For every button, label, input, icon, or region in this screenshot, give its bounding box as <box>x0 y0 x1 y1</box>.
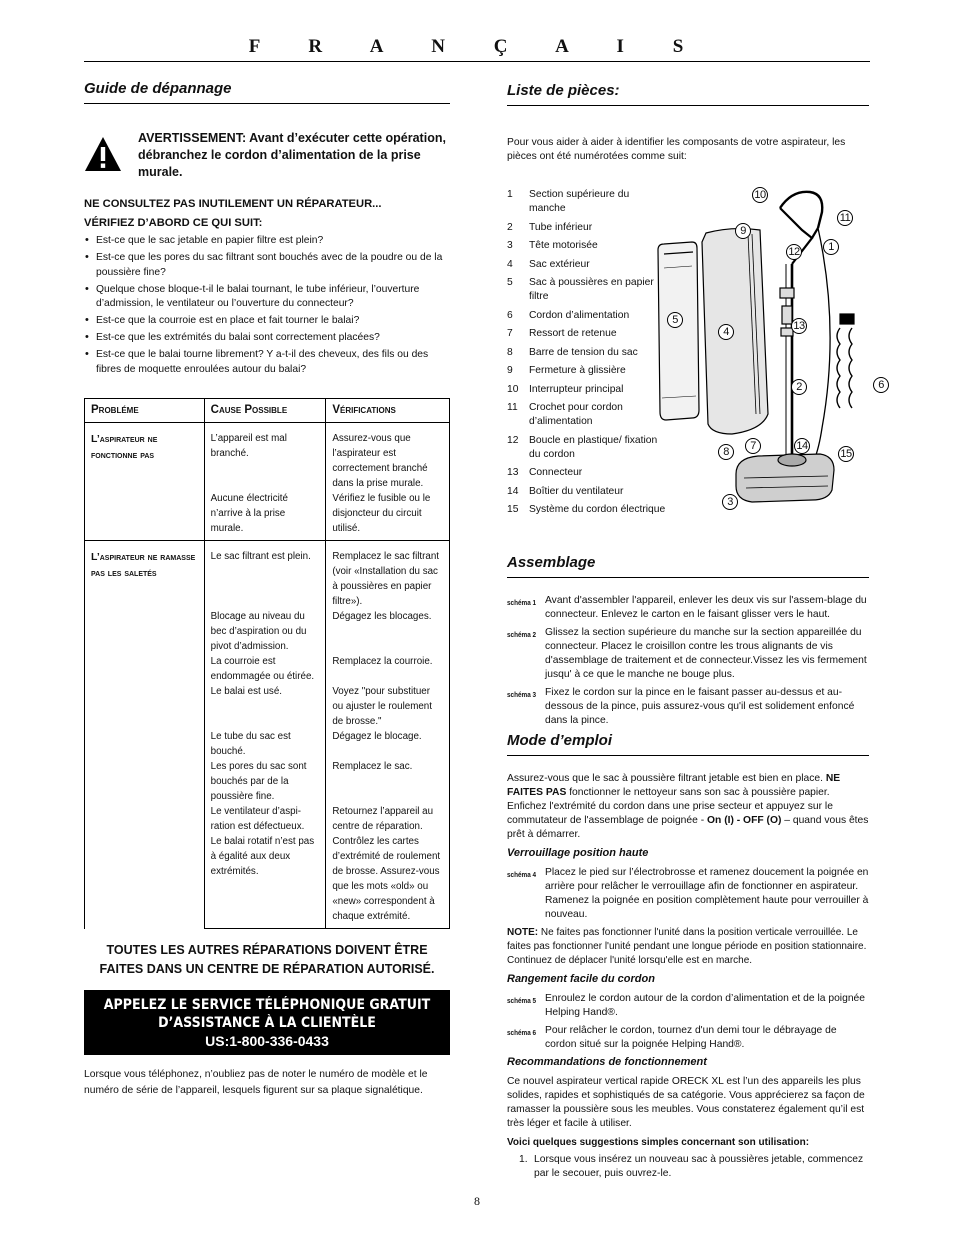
table-row <box>85 423 450 492</box>
callout-2: 2 <box>791 379 807 395</box>
cause-cell: Le balai rotatif n’est pas à égalité aux deux extrémités. <box>204 834 326 929</box>
cause-cell: Le balai est usé. <box>204 684 326 729</box>
callout-14: 14 <box>794 438 810 454</box>
all-repairs-notice: TOUTES LES AUTRES RÉPARATIONS DOIVENT ÊTRE FAITES DANS UN CENTRE DE RÉPARATION AUTORISÉ. <box>99 943 435 976</box>
warning-block <box>84 130 450 181</box>
recommendations-title: Recommandations de fonctionnement <box>507 1056 707 1068</box>
callout-1: 1 <box>823 239 839 255</box>
recommendations-text: Ce nouvel aspirateur vertical rapide ORECK XL est l’un des appareils les plus solides, rapides et sophistiqués de sa catégorie. Vous apprécierez sa façon de ramasser la poussière sous les meubles. Vous constaterez également qu’il est très léger et facile à utiliser. <box>507 1076 865 1129</box>
list-item: • Est-ce que les pores du sac filtrant sont bouchés avec de la poudre ou de la poussière fine? <box>84 251 450 280</box>
fix-cell: Remplacez le sac filtrant (voir «Installation du sac à poussières en papier filtre»). <box>326 541 450 610</box>
list-item: 8 Barre de tension du sac <box>507 346 638 358</box>
vacuum-parts-diagram <box>652 178 874 518</box>
warning-triangle-icon <box>84 136 122 172</box>
parts-title: Liste de pièces: <box>507 80 869 106</box>
page-header <box>84 36 870 62</box>
troubleshooting-title: Guide de dépannage <box>84 80 450 104</box>
table-header-row <box>85 399 450 423</box>
list-item: 11 Crochet pour cordon d’alimentation <box>507 402 623 427</box>
list-item: 9 Fermeture à glissière <box>507 365 626 376</box>
call-line-1: APPELEZ LE SERVICE TÉLÉPHONIQUE GRATUIT <box>103 997 431 1013</box>
fix-cell: Assurez-vous que l’aspirateur est correctement branché dans la prise murale. <box>326 423 450 492</box>
consult-line-2: VÉRIFIEZ D’ABORD CE QUI SUIT: <box>84 217 263 229</box>
page-number: 8 <box>474 1194 480 1208</box>
cause-cell: L’appareil est mal branché. <box>204 423 326 492</box>
parts-list <box>507 188 667 522</box>
consult-heading <box>84 195 450 233</box>
left-column <box>84 80 450 1099</box>
list-item: • Est-ce que les extrémités du balai sont correctement placées? <box>84 331 450 346</box>
header-checks: Vérifications <box>326 399 450 423</box>
right-column <box>507 80 884 1181</box>
language-title: F R A N Ç A I S <box>248 36 706 57</box>
callout-12: 12 <box>786 244 802 260</box>
callout-15: 15 <box>838 446 854 462</box>
consult-line-1: NE CONSULTEZ PAS INUTILEMENT UN RÉPARATEUR... <box>84 198 382 210</box>
usage-paragraph: Assurez-vous que le sac à poussière filtrant jetable est bien en place. NE FAITES PAS fonctionner le nettoyeur sans son sac à poussière papier. Enfichez l'extrémité du cordon dans une prise secteur et appuyez sur le commutateur de l'assemblage de poignée - On (I) - OFF (O) – quand vous êtes prêt à démarrer. <box>507 773 869 840</box>
callout-3: 3 <box>722 494 738 510</box>
list-item: • Quelque chose bloque-t-il le balai tournant, le tube inférieur, l’ouverture d’admission, le ventilateur ou l’ouverture du connecteur? <box>84 283 450 312</box>
list-item: 7 Ressort de retenue <box>507 328 617 339</box>
assembly-title: Assemblage <box>507 554 869 578</box>
callout-6: 6 <box>873 377 889 393</box>
cord-title: Rangement facile du cordon <box>507 973 655 985</box>
callout-13: 13 <box>791 318 807 334</box>
lock-title: Verrouillage position haute <box>507 847 649 859</box>
fix-cell: Voyez "pour substituer ou ajuster le roulement de brosse." <box>326 684 450 729</box>
callout-4: 4 <box>718 324 734 340</box>
list-item: 6 Cordon d’alimentation <box>507 309 630 321</box>
fix-cell: Remplacez le sac. <box>326 759 450 804</box>
cause-cell: Le sac filtrant est plein. <box>204 541 326 610</box>
cause-cell: Le tube du sac est bouché. <box>204 729 326 759</box>
header-cause: Cause Possible <box>204 399 326 423</box>
fix-cell: Remplacez la courroie. <box>326 654 450 684</box>
callout-10: 10 <box>752 187 768 203</box>
cause-cell: Le ventilateur d’aspi-ration est défectueux. <box>204 804 326 834</box>
parts-area <box>507 188 884 548</box>
fix-cell: Contrôlez les cartes d’extrémité de roulement de brosse. Assurez-vous que les mots «old» ou «new» correspondent à chaque extrémité. <box>326 834 450 929</box>
list-item: 12 Boucle en plastique/ fixation du cordon <box>507 434 658 460</box>
list-item: • Est-ce que la courroie est en place et fait tourner le balai? <box>84 314 450 329</box>
checks-list <box>84 234 450 377</box>
header-problem: Probléme <box>85 399 205 423</box>
lock-step: schéma 4 Placez le pied sur l’électrobrosse et ramenez doucement la poignée en arrière pour relâcher le verrouillage afin de fonctionner en aspirateur. Ramenez la poignée en position complètement haute pour verrouiller à nouveau. <box>507 867 869 920</box>
cause-cell: Les pores du sac sont bouchés par de la poussière fine. <box>204 759 326 804</box>
fix-cell: Dégagez le blocage. <box>326 729 450 759</box>
call-service-box <box>84 990 450 1055</box>
list-item: 14 Boîtier du ventilateur <box>507 485 624 497</box>
assembly-step: schéma 2 Glissez la section supérieure du manche sur la section appareillée du connecteur. Placez le croisillon contre les trous alignants de vis d'assemblage de traitement et de connecteur.Vissez les vis fermement jusqu' à ce que le manche ne bouge plus. <box>507 627 867 680</box>
list-item: 1 Section supérieure du manche <box>507 189 630 214</box>
list-item: • Est-ce que le balai tourne librement? Y a-t-il des cheveux, des fils ou des fibres de moquette enroulées autour du balai? <box>84 348 450 377</box>
cause-cell: Aucune électricité n’arrive à la prise murale. <box>204 491 326 541</box>
table-row <box>85 541 450 610</box>
tips-title: Voici quelques suggestions simples concernant son utilisation: <box>507 1137 810 1148</box>
list-item: 1. Lorsque vous insérez un nouveau sac à poussières jetable, commencez par le secouer, puis ouvrez-le. <box>519 1154 864 1179</box>
problem-cell: L’aspirateur ne ramasse pas les saletés <box>85 541 205 929</box>
list-item: 15 Système du cordon électrique <box>507 504 666 515</box>
cause-cell: La courroie est endommagée ou étirée. <box>204 654 326 684</box>
parts-intro: Pour vous aider à aider à identifier les composants de votre aspirateur, les pièces ont été numérotées comme suit: <box>507 137 846 162</box>
fix-cell: Vérifiez le fusible ou le disjoncteur du circuit utilisé. <box>326 491 450 541</box>
list-item: 5 Sac à poussières en papier filtre <box>507 277 654 302</box>
assembly-step: schéma 3 Fixez le cordon sur la pince en le faisant passer au-dessus et au-dessous de la pince, puis assurez-vous qu'il est solidement enfoncé dans la pince. <box>507 687 855 726</box>
call-line-2: D’ASSISTANCE À LA CLIENTÈLE <box>158 1015 376 1031</box>
callout-11: 11 <box>837 210 853 226</box>
call-phone[interactable]: US:1-800-336-0433 <box>205 1033 329 1049</box>
assembly-step: schéma 1 Avant d'assembler l'appareil, enlever les deux vis sur l'assem-blage du connecteur. Enlevez le carton en le faisant glisser vers le haut. <box>507 595 867 620</box>
problem-cell: L’aspirateur ne fonctionne pas <box>85 423 205 541</box>
assembly-steps <box>507 594 869 728</box>
list-item: 2 Tube inférieur <box>507 221 593 233</box>
cord-step: schéma 5 Enroulez le cordon autour de la cordon d’alimentation et de la poignée Helping Hand®. <box>507 993 865 1018</box>
fix-cell: Dégagez les blocages. <box>326 609 450 654</box>
list-item: 13 Connecteur <box>507 467 583 478</box>
cause-cell: Blocage au niveau du bec d’aspiration ou du pivot d’admission. <box>204 609 326 654</box>
call-note: Lorsque vous téléphonez, n’oubliez pas de noter le numéro de modèle et le numéro de série de l’appareil, lesquels figurent sur sa plaque signalétique. <box>84 1069 428 1096</box>
usage-title: Mode d’emploi <box>507 732 869 756</box>
warning-text: AVERTISSEMENT: Avant d’exécuter cette opération, débranchez le cordon d’alimentation de la prise murale. <box>138 131 446 179</box>
cord-step: schéma 6 Pour relâcher le cordon, tournez d'un demi tour le débrayage de cordon situé sur la poignée Helping Hand®. <box>507 1025 837 1050</box>
list-item: 3 Tête motorisée <box>507 240 598 251</box>
callout-9: 9 <box>735 223 751 239</box>
fix-cell: Retournez l’appareil au centre de réparation. <box>326 804 450 834</box>
callout-7: 7 <box>745 438 761 454</box>
troubleshooting-table <box>84 398 450 929</box>
list-item: 10 Interrupteur principal <box>507 383 624 395</box>
list-item: 4 Sac extérieur <box>507 258 590 270</box>
note-paragraph: NOTE: Ne faites pas fonctionner l'unité dans la position verticale verrouillée. Le faites pas fonctionner l'unité pendant une longue période en position stationnaire. Continuez de déplacer l'unité lorsqu'elle est en marche. <box>507 927 867 966</box>
callout-8: 8 <box>718 444 734 460</box>
tips-list <box>507 1153 869 1181</box>
list-item: • Est-ce que le sac jetable en papier filtre est plein? <box>84 234 450 249</box>
callout-5: 5 <box>667 312 683 328</box>
